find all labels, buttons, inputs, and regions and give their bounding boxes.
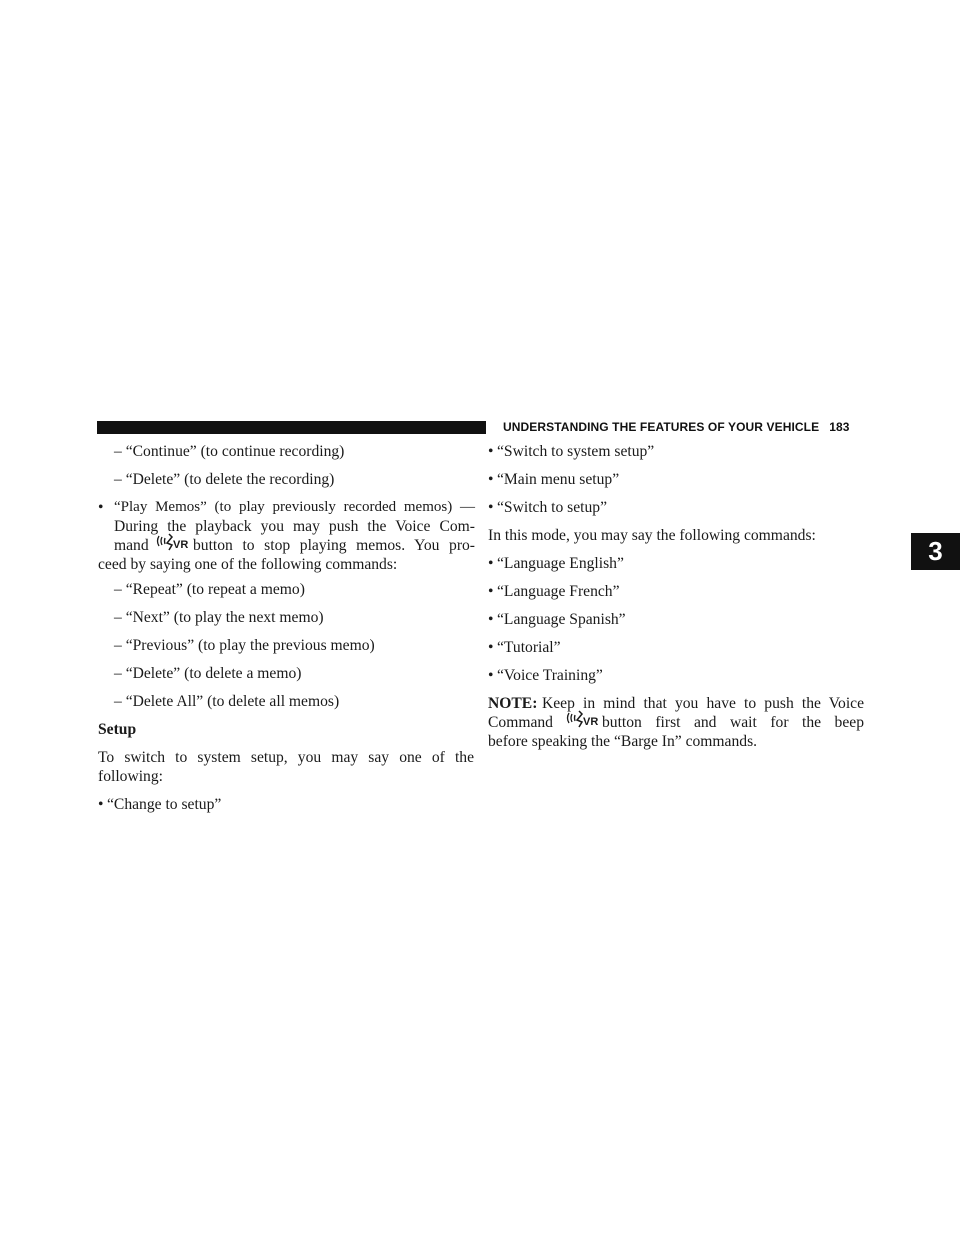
item-switch-to-setup: “Switch to setup”	[497, 499, 608, 516]
bullet-glyph: •	[488, 555, 494, 572]
section-title: UNDERSTANDING THE FEATURES OF YOUR VEHICLE	[503, 420, 820, 434]
bullet-glyph: •	[98, 796, 104, 813]
bullet-glyph: •	[488, 611, 494, 628]
play-memos-line1: “Play Memos” (to play previously recorded memos) —	[114, 499, 475, 515]
chapter-tab: 3	[911, 533, 960, 570]
bullet-glyph: •	[488, 583, 494, 600]
setup-paragraph-line2: following:	[98, 768, 163, 785]
running-header	[503, 420, 850, 434]
item-tutorial: “Tutorial”	[497, 639, 561, 656]
item-language-spanish: “Language Spanish”	[497, 611, 626, 628]
bullet-glyph: •	[488, 443, 494, 460]
sub-item-delete-recording: – “Delete” (to delete the recording)	[114, 471, 335, 488]
sub-item-continue: – “Continue” (to continue recording)	[114, 443, 345, 460]
item-change-to-setup: “Change to setup”	[107, 796, 222, 813]
note-line3: before speaking the “Barge In” commands.	[488, 733, 758, 750]
header-rule	[97, 421, 486, 434]
sub-item-delete-memo: – “Delete” (to delete a memo)	[114, 665, 302, 682]
page-number: 183	[829, 420, 850, 434]
sub-item-next: – “Next” (to play the next memo)	[114, 609, 324, 626]
mode-intro: In this mode, you may say the following commands:	[488, 527, 816, 544]
svg-text:VR: VR	[583, 716, 599, 728]
item-language-french: “Language French”	[497, 583, 620, 600]
note-line1: Keep in mind that you have to push the Voice	[542, 695, 864, 712]
setup-heading: Setup	[98, 721, 137, 738]
bullet-glyph: •	[488, 499, 494, 516]
svg-text:VR: VR	[173, 539, 189, 551]
play-memos-line3b: button to stop playing memos. You pro-	[193, 537, 475, 554]
voice-command-icon	[156, 532, 190, 558]
bullet-glyph: •	[98, 499, 104, 516]
item-main-menu-setup: “Main menu setup”	[497, 471, 620, 488]
bullet-glyph: •	[488, 639, 494, 656]
play-memos-line4: ceed by saying one of the following commands:	[98, 556, 398, 573]
play-memos-line3a: mand	[114, 537, 149, 554]
item-switch-to-system-setup: “Switch to system setup”	[497, 443, 655, 460]
sub-item-previous: – “Previous” (to play the previous memo)	[114, 637, 375, 654]
bullet-glyph: •	[488, 667, 494, 684]
sub-item-repeat: – “Repeat” (to repeat a memo)	[114, 581, 305, 598]
bullet-glyph: •	[488, 471, 494, 488]
setup-paragraph-line1: To switch to system setup, you may say one of the	[98, 749, 474, 766]
note-label: NOTE:	[488, 695, 538, 712]
item-language-english: “Language English”	[497, 555, 624, 572]
item-voice-training: “Voice Training”	[497, 667, 603, 684]
note-line2b: button first and wait for the beep	[602, 714, 864, 731]
play-memos-line2: During the playback you may push the Voice Com-	[114, 518, 475, 535]
voice-command-icon	[566, 709, 600, 735]
note-line2a: Command	[488, 714, 553, 731]
sub-item-delete-all: – “Delete All” (to delete all memos)	[114, 693, 340, 710]
